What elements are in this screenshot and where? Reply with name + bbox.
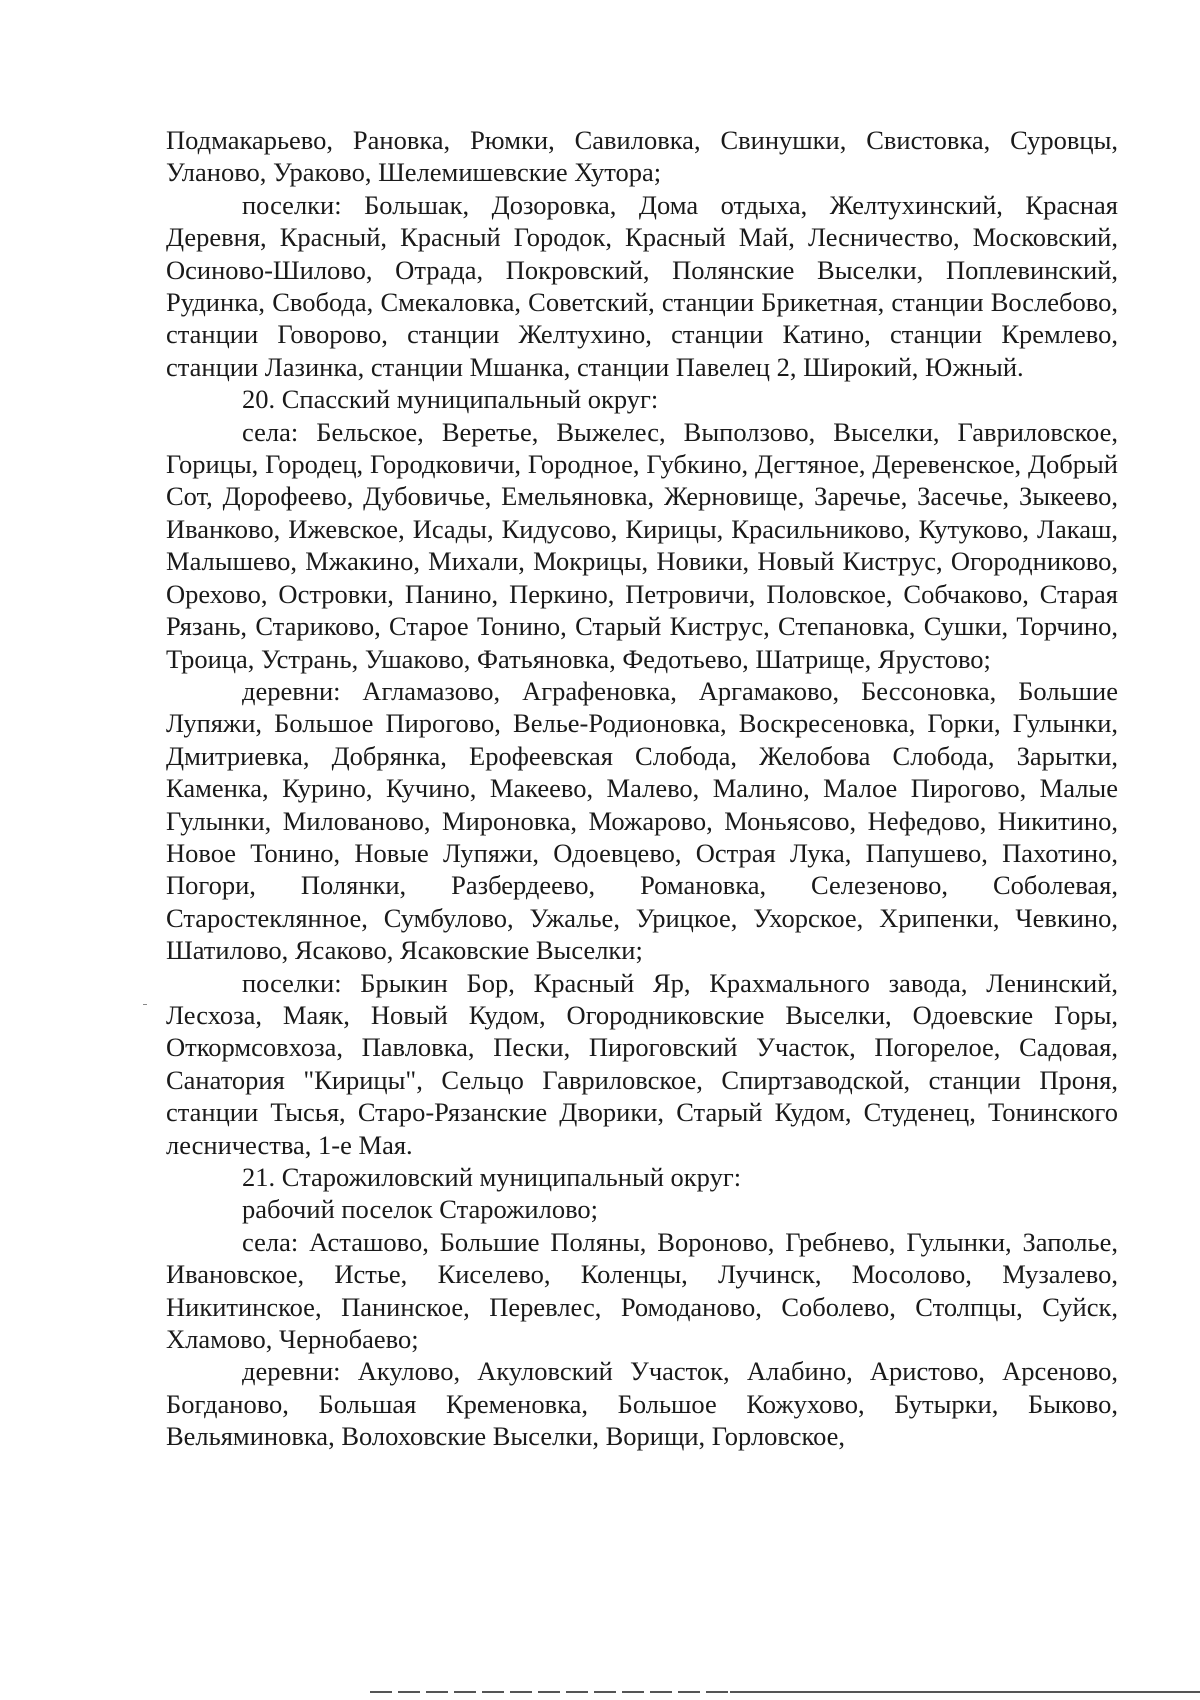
section-heading-spassky: 20. Спасский муниципальный округ:	[242, 384, 659, 415]
paragraph-hamlets-list: деревни: Агламазово, Аграфеновка, Аргамаково, Бессоновка, Большие Лупяжи, Большое Пирогово, Велье-Родионовка, Воскресеновка, Горки, Гулынки, Дмитриевка, Добрянка, Ерофеевская Слобода, Желобова Слобода, Зарытки, Каменка, Курино, Кучино, Макеево, Малево, Малино, Малое Пирогово, Малые Гулынки, Милованово, Мироновка, Можарово, Моньясово, Нефедово, Никитино, Новое Тонино, Новые Лупяжи, Одоевцево, Острая Лука, Папушево, Пахотино, Погори, Полянки, Разбердеево, Романовка, Селезеново, Соболевая, Старостеклянное, Сумбулово, Ужалье, Урицкое, Ухорское, Хрипенки, Чевкино, Шатилово, Ясаково, Ясаковские Выселки;	[166, 675, 1118, 966]
page-bottom-edge	[370, 1691, 730, 1693]
paragraph-villages-list: села: Бельское, Веретье, Выжелес, Выползово, Выселки, Гавриловское, Горицы, Городец, Городковичи, Городное, Губкино, Дегтяное, Деревенское, Добрый Сот, Дорофеево, Дубовичье, Емельяновка, Жерновище, Заречье, Засечье, Зыкеево, Иванково, Ижевское, Исады, Кидусово, Кирицы, Красильниково, Кутуково, Лакаш, Малышево, Мжакино, Михали, Мокрицы, Новики, Новый Киструс, Огородниково, Орехово, Островки, Панино, Перкино, Петровичи, Половское, Собчаково, Старая Рязань, Стариково, Старое Тонино, Старый Киструс, Степановка, Сушки, Торчино, Троица, Устрань, Ушаково, Фатьяновка, Федотьево, Шатрище, Ярустово;	[166, 416, 1118, 674]
section-heading-starozhilovsky: 21. Старожиловский муниципальный округ:	[242, 1162, 742, 1192]
paragraph-hamlets-list: деревни: Акулово, Акуловский Участок, Алабино, Аристово, Арсеново, Богданово, Большая Кременовка, Большое Кожухово, Бутырки, Быково, Вельяминовка, Волоховские Выселки, Ворищи, Горловское,	[166, 1356, 1118, 1452]
paragraph-villages-list: села: Асташово, Большие Поляны, Вороново, Гребнево, Гулынки, Заполье, Ивановское, Истье, Киселево, Коленцы, Лучинск, Мосолово, Музалево, Никитинское, Панинское, Перевлес, Ромоданово, Соболево, Столпцы, Суйск, Хламово, Чернобаево;	[166, 1226, 1118, 1355]
document-body	[166, 124, 1118, 1453]
scan-speck	[143, 1004, 147, 1005]
paragraph-continuation: Подмакарьево, Рановка, Рюмки, Савиловка, Свинушки, Свистовка, Суровцы, Уланово, Ураково, Шелемишевские Хутора;	[166, 125, 1118, 188]
paragraph-settlements-list: поселки: Брыкин Бор, Красный Яр, Крахмального завода, Ленинский, Лесхоза, Маяк, Новый Кудом, Огородниковские Выселки, Одоевские Горы, Откормсовхоза, Павловка, Пески, Пироговский Участок, Погорелое, Садовая, Санатория "Кирицы", Сельцо Гавриловское, Спиртзаводской, станции Проня, станции Тысья, Старо-Рязанские Дворики, Старый Кудом, Студенец, Тонинского лесничества, 1-е Мая.	[166, 967, 1118, 1160]
page-bottom-edge-solid	[730, 1691, 1200, 1693]
paragraph-settlements-list: поселки: Большак, Дозоровка, Дома отдыха, Желтухинский, Красная Деревня, Красный, Красный Городок, Красный Май, Лесничество, Московский, Осиново-Шилово, Отрада, Покровский, Полянские Выселки, Поплевинский, Рудинка, Свобода, Смекаловка, Советский, станции Брикетная, станции Вослебово, станции Говорово, станции Желтухино, станции Катино, станции Кремлево, станции Лазинка, станции Мшанка, станции Павелец 2, Широкий, Южный.	[166, 189, 1118, 382]
paragraph-workers-settlement: рабочий поселок Старожилово;	[242, 1194, 599, 1225]
